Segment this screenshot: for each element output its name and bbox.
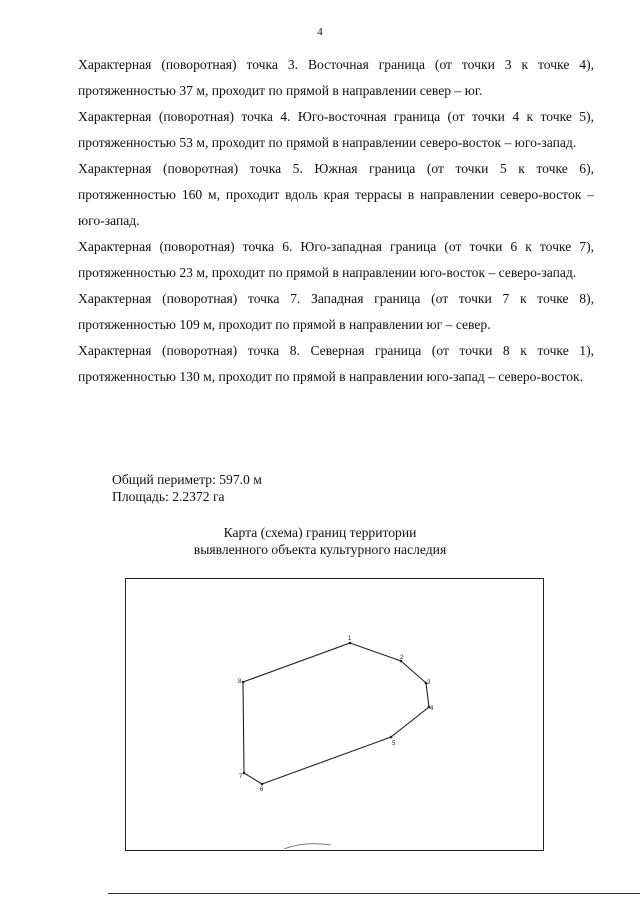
footer-rule (108, 893, 640, 894)
summary-block (112, 471, 262, 505)
scan-artifact (284, 844, 331, 849)
boundary-point-5 (390, 736, 393, 739)
point-label-3: 3 (427, 680, 431, 686)
point-label-8: 8 (238, 679, 242, 685)
point-label-4: 4 (430, 706, 434, 712)
paragraph-point-8: Характерная (поворотная) точка 8. Северная граница (от точки 8 к точке 1), протяженностью 130 м, проходит по прямой в направлении юго-запад – северо-восток. (78, 343, 594, 384)
map-title-line-1: Карта (схема) границ территории (223, 525, 417, 540)
boundary-map (126, 579, 542, 849)
page-number: 4 (317, 26, 323, 38)
paragraph-point-5: Характерная (поворотная) точка 5. Южная граница (от точки 5 к точке 6), протяженностью 160 м, проходит вдоль края террасы в направлении северо-восток – юго-запад. (78, 161, 594, 228)
boundary-point-8 (242, 681, 245, 684)
boundary-description (78, 52, 594, 390)
paragraph-point-7: Характерная (поворотная) точка 7. Западная граница (от точки 7 к точке 8), протяженностью 109 м, проходит по прямой в направлении юг – север. (78, 291, 594, 332)
point-label-2: 2 (400, 655, 404, 661)
point-label-5: 5 (392, 741, 396, 747)
boundary-point-7 (243, 772, 246, 775)
point-label-1: 1 (348, 636, 352, 642)
boundary-point-6 (261, 783, 264, 786)
paragraph-point-6: Характерная (поворотная) точка 6. Юго-западная граница (от точки 6 к точке 7), протяженностью 23 м, проходит по прямой в направлении юго-восток – северо-запад. (78, 239, 594, 280)
territory-boundary (243, 643, 429, 784)
map-title (0, 524, 640, 558)
point-label-7: 7 (239, 774, 243, 780)
boundary-point-1 (349, 642, 352, 645)
paragraph-point-4: Характерная (поворотная) точка 4. Юго-восточная граница (от точки 4 к точке 5), протяженностью 53 м, проходит по прямой в направлении северо-восток – юго-запад. (78, 109, 594, 150)
map-frame (125, 578, 544, 851)
boundary-points (242, 642, 431, 786)
point-label-6: 6 (260, 787, 264, 793)
area-text: Площадь: 2.2372 га (112, 489, 225, 504)
paragraph-point-3: Характерная (поворотная) точка 3. Восточная граница (от точки 3 к точке 4), протяженностью 37 м, проходит по прямой в направлении север – юг. (78, 57, 594, 98)
map-title-line-2: выявленного объекта культурного наследия (193, 542, 447, 557)
perimeter-text: Общий периметр: 597.0 м (112, 472, 262, 487)
